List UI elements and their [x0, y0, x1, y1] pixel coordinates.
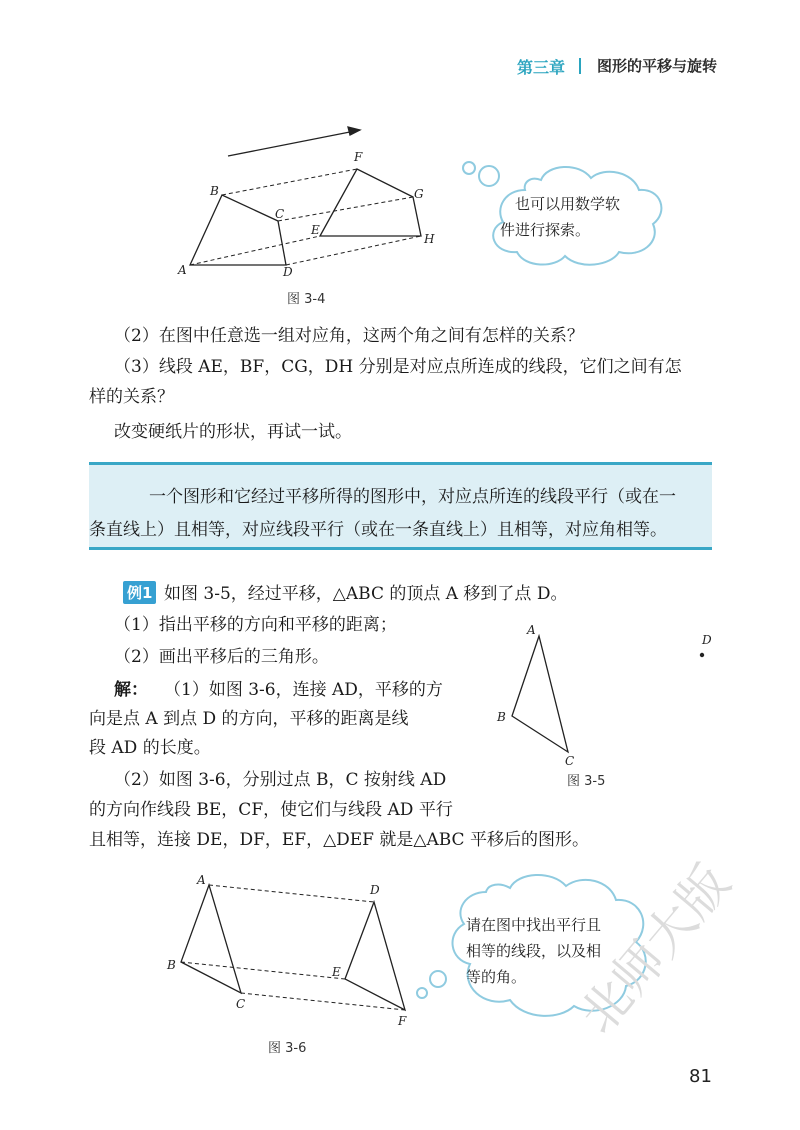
point-label-c: C [565, 754, 575, 768]
point-label-d: D [370, 883, 380, 897]
point-label-c: C [275, 207, 285, 221]
page-number: 81 [689, 1066, 712, 1087]
question-2: （2）在图中任意选一组对应角，这两个角之间有怎样的关系？ [114, 326, 584, 346]
figure-3-4-label: 图 3-4 [287, 292, 326, 307]
example-intro: 如图 3-5，经过平移，△ABC 的顶点 A 移到了点 D。 [164, 584, 568, 604]
point-label-g: G [414, 187, 424, 201]
segment-cg [278, 197, 413, 221]
segment-dh [286, 236, 421, 265]
solution-1-line-3: 段 AD 的长度。 [89, 738, 211, 758]
point-label-c: C [236, 997, 246, 1011]
question-3-line-1: （3）线段 AE，BF，CG，DH 分别是对应点所连成的线段，它们之间有怎 [114, 357, 682, 377]
example-question-1: （1）指出平移的方向和平移的距离； [114, 615, 397, 635]
point-label-e: E [332, 965, 341, 979]
solution-label: 解： [114, 680, 148, 700]
header-divider [579, 58, 581, 74]
figure-3-5 [490, 620, 720, 770]
point-label-b: B [210, 184, 219, 198]
point-label-f: F [398, 1014, 407, 1028]
solution-1-line-1: （1）如图 3-6，连接 AD，平移的方 [164, 680, 443, 700]
solution-2-line-1: （2）如图 3-6，分别过点 B，C 按射线 AD [114, 770, 447, 790]
bubble-2-line-2: 相等的线段，以及相 [466, 942, 602, 960]
quadrilateral-efgh [320, 169, 421, 236]
point-label-e: E [311, 223, 320, 237]
watermark: 北师大版 [568, 853, 742, 1045]
chapter-label: 第三章 [517, 58, 566, 77]
example-question-2: （2）画出平移后的三角形。 [114, 647, 329, 667]
bubble-2-line-1: 请在图中找出平行且 [466, 916, 602, 934]
figure-3-6 [160, 870, 420, 1030]
segment-bf [222, 169, 357, 195]
point-label-b: B [167, 958, 176, 972]
solution-2-line-3: 且相等，连接 DE，DF，EF，△DEF 就是△ABC 平移后的图形。 [89, 830, 589, 850]
segment-ad [209, 885, 374, 902]
segment-cf [241, 993, 405, 1010]
point-label-f: F [354, 150, 363, 164]
point-label-d: D [702, 633, 712, 647]
chapter-title: 图形的平移与旋转 [597, 57, 718, 75]
question-3-line-2: 样的关系？ [89, 387, 174, 407]
point-label-a: A [527, 623, 536, 637]
example-badge: 例1 [123, 581, 156, 604]
solution-1-line-2: 向是点 A 到点 D 的方向，平移的距离是线 [89, 709, 409, 729]
point-label-d: D [283, 265, 293, 279]
triangle-abc [181, 885, 241, 993]
segment-be [181, 962, 345, 979]
bubble-1-line-1: 也可以用数学软 [515, 195, 621, 213]
triangle-abc [512, 636, 568, 752]
figure-3-6-label: 图 3-6 [268, 1041, 307, 1056]
point-d-dot [700, 653, 704, 657]
summary-line-1: 一个图形和它经过平移所得的图形中，对应点所连的线段平行（或在一 [149, 487, 676, 507]
arrow-head [348, 127, 360, 135]
point-label-a: A [197, 873, 206, 887]
bubble-2-line-3: 等的角。 [466, 968, 527, 986]
point-label-a: A [178, 263, 187, 277]
try-again-text: 改变硬纸片的形状，再试一试。 [114, 422, 352, 442]
segment-ae [190, 236, 320, 265]
arrow-shaft [228, 130, 360, 156]
solution-2-line-2: 的方向作线段 BE，CF，使它们与线段 AD 平行 [89, 800, 453, 820]
figure-3-5-label: 图 3-5 [567, 774, 606, 789]
point-label-b: B [497, 710, 506, 724]
summary-line-2: 条直线上）且相等，对应线段平行（或在一条直线上）且相等，对应角相等。 [89, 520, 667, 540]
point-label-h: H [424, 232, 435, 246]
figure-3-4 [170, 118, 460, 288]
bubble-1-line-2: 件进行探索。 [500, 221, 591, 239]
triangle-def [345, 902, 405, 1010]
